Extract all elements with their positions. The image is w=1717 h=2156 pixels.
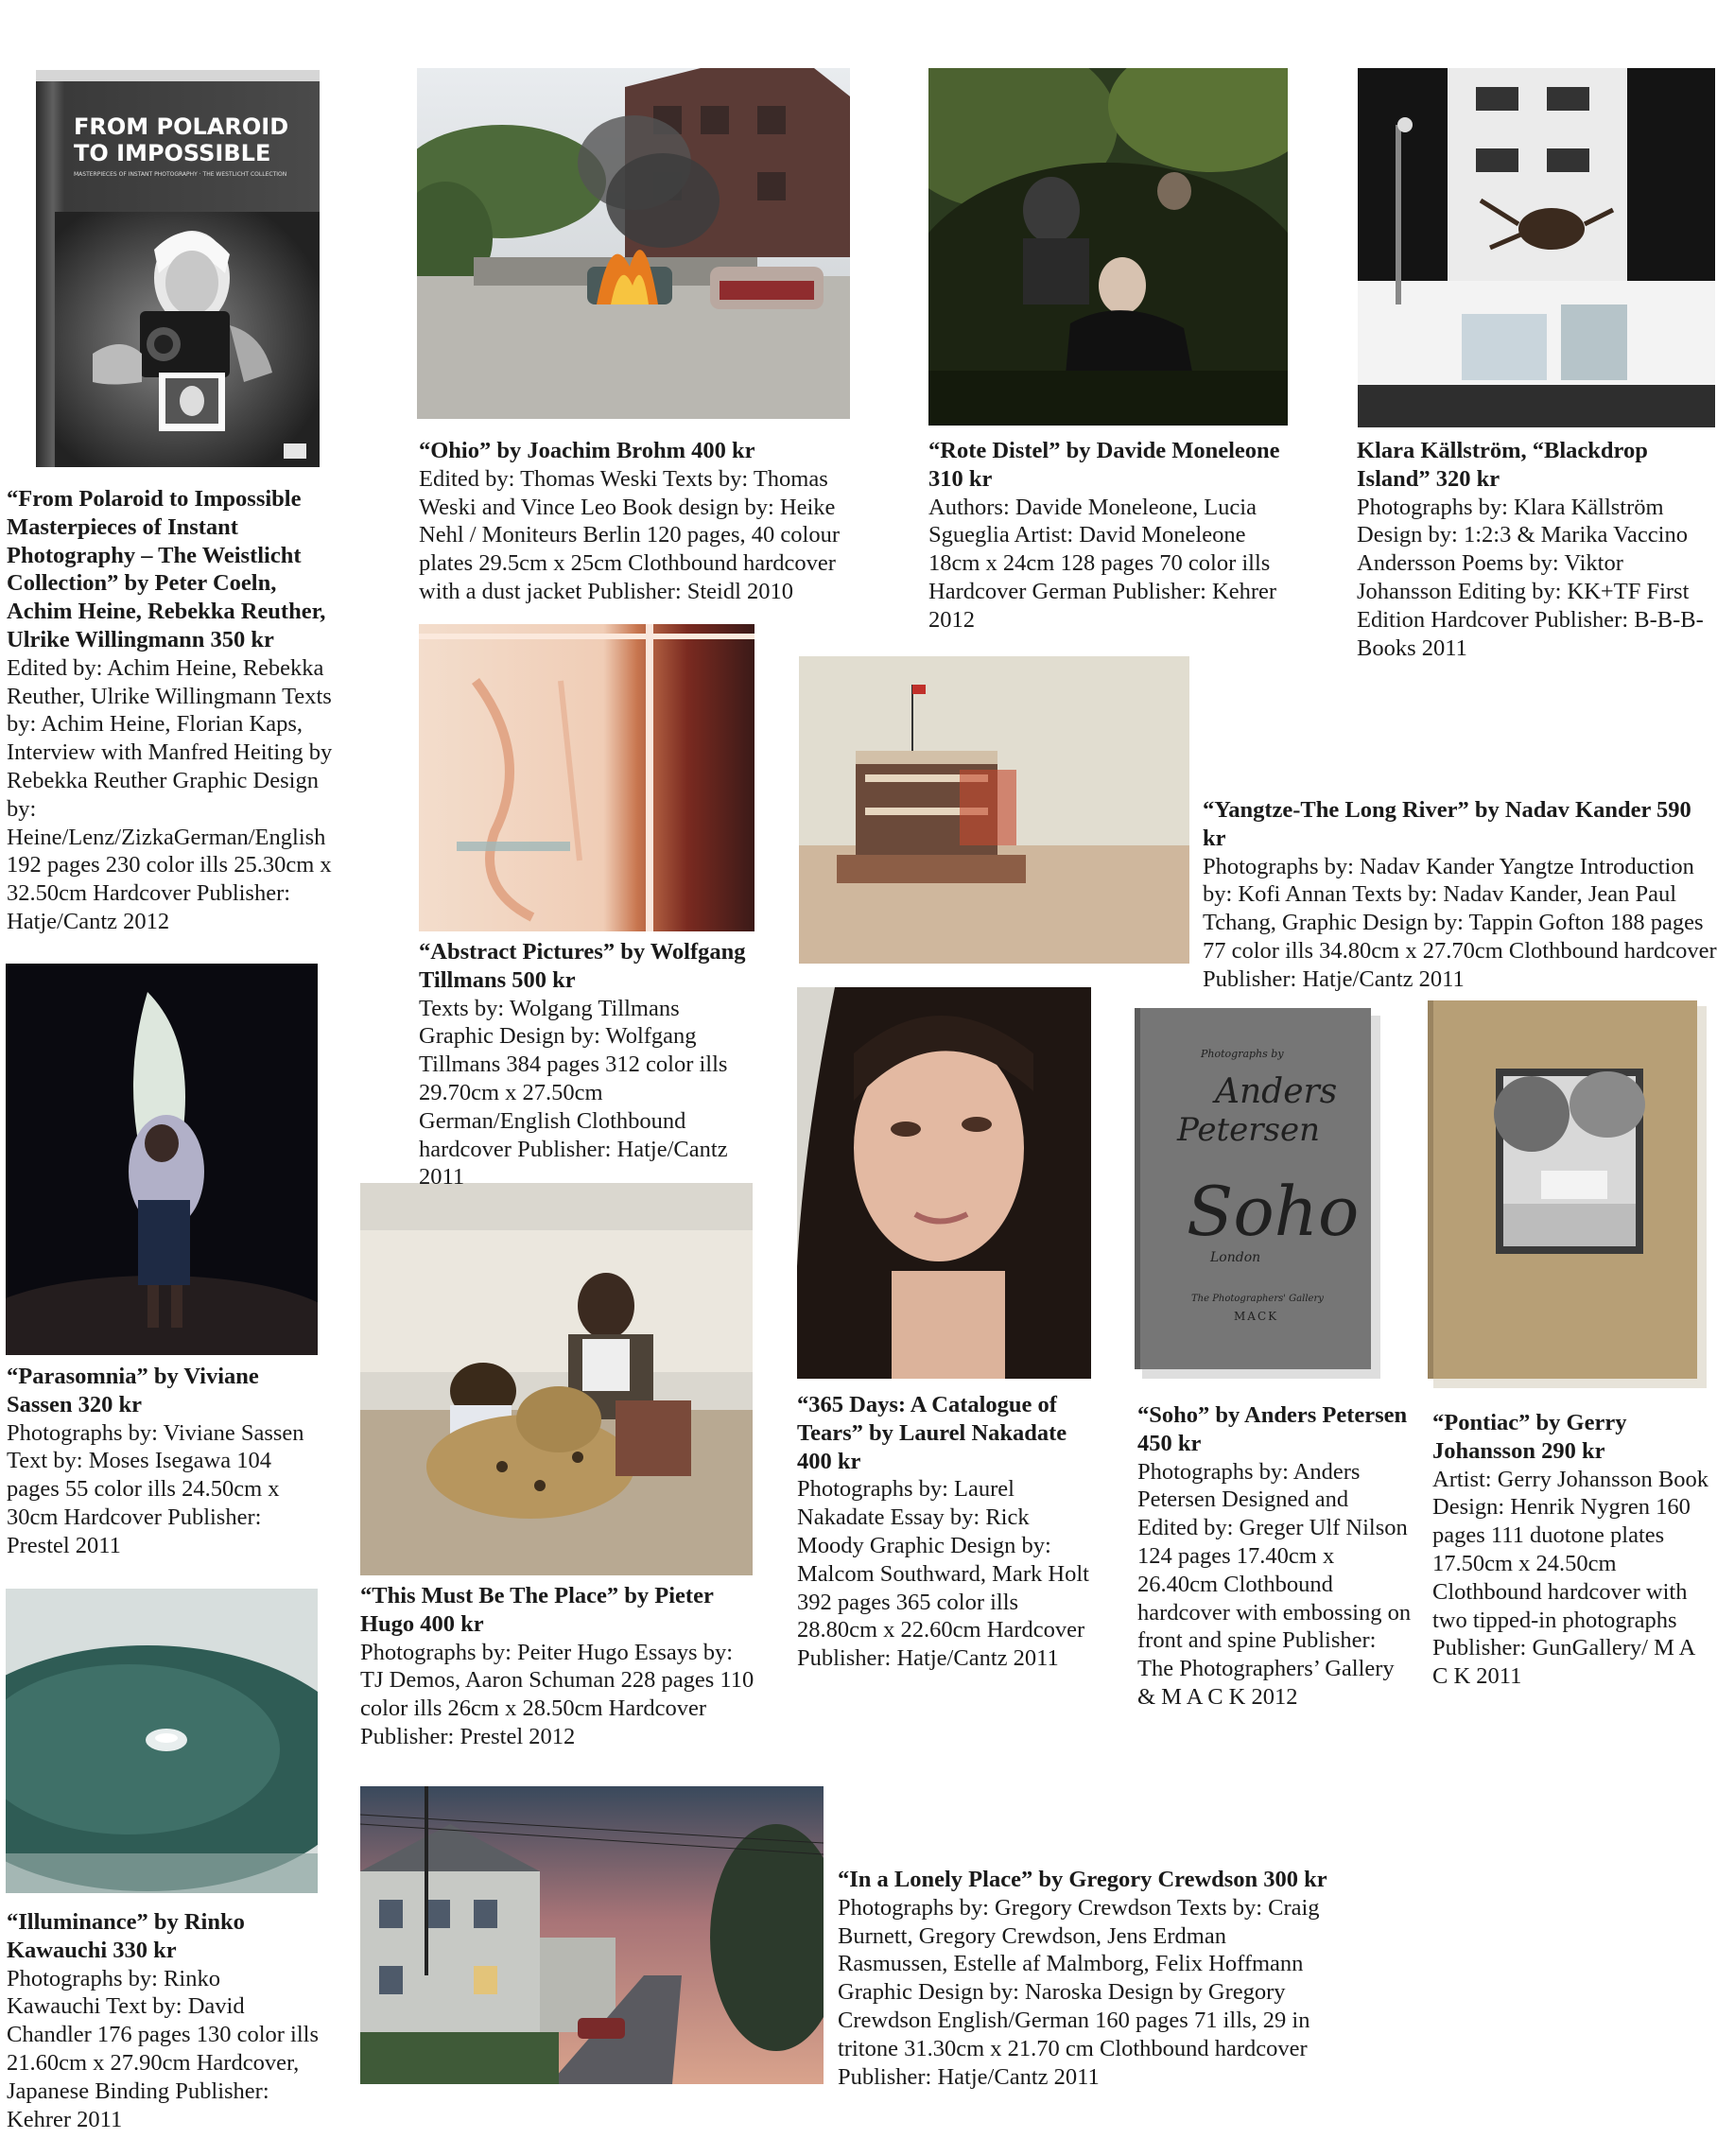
book-cover-polaroid xyxy=(36,70,320,475)
soho-cover-top: Photographs by xyxy=(1201,1048,1284,1060)
book-title: “Parasomnia” by Viviane Sassen 320 kr xyxy=(7,1364,259,1417)
caption-illuminance xyxy=(7,1908,319,2133)
cover-title-line: FROM POLAROID xyxy=(74,113,289,140)
book-photo-365-days xyxy=(797,987,1091,1379)
book-photo-yangtze xyxy=(799,656,1189,964)
book-details: Photographs by: Peiter Hugo Essays by: TJ Demos, Aaron Schuman 228 pages 110 color ills 26cm x 28.50cm Hardcover Publisher: Prestel 2012 xyxy=(360,1639,754,1749)
caption-rote-distel xyxy=(928,437,1288,635)
soho-cover-name: Anders xyxy=(1215,1072,1338,1111)
caption-blackdrop xyxy=(1357,437,1717,662)
book-photo-ohio xyxy=(417,68,850,419)
caption-ohio xyxy=(419,437,854,606)
book-title: “Yangtze-The Long River” by Nadav Kander 590 kr xyxy=(1203,797,1691,851)
caption-soho xyxy=(1137,1401,1412,1712)
book-cover-pontiac xyxy=(1428,1000,1707,1388)
book-details: Artist: Gerry Johansson Book Design: Henrik Nygren 160 pages 111 duotone plates 17.50cm x 24.50cm Clothbound hardcover with two tipped-in photographs Publisher: GunGallery/ M A C K 2011 xyxy=(1432,1466,1708,1690)
cover-subtitle: MASTERPIECES OF INSTANT PHOTOGRAPHY · THE WESTLICHT COLLECTION xyxy=(74,171,287,178)
book-title: “Ohio” by Joachim Brohm 400 kr xyxy=(419,438,755,463)
book-photo-lonely-place xyxy=(360,1786,824,2084)
book-title: “Rote Distel” by Davide Moneleone 310 kr xyxy=(928,438,1280,492)
book-title: “Abstract Pictures” by Wolfgang Tillmans 500 kr xyxy=(419,939,746,993)
caption-365-days xyxy=(797,1391,1100,1673)
book-photo-abstract xyxy=(419,624,754,931)
book-photo-parasomnia xyxy=(6,964,318,1355)
book-details: Photographs by: Laurel Nakadate Essay by: Rick Moody Graphic Design by: Malcom Southward, Mark Holt 392 pages 365 color ills 28.80cm x 22.60cm Hardcover Publisher: Hatje/Cantz 2011 xyxy=(797,1476,1089,1672)
book-title: “365 Days: A Catalogue of Tears” by Laurel Nakadate 400 kr xyxy=(797,1392,1067,1474)
soho-cover-pub: MACK xyxy=(1234,1310,1279,1323)
book-details: Photographs by: Viviane Sassen Text by: Moses Isegawa 104 pages 55 color ills 24.50cm x 30cm Hardcover Publisher: Prestel 2011 xyxy=(7,1419,304,1558)
caption-yangtze xyxy=(1203,796,1717,994)
book-title: “In a Lonely Place” by Gregory Crewdson 300 kr xyxy=(838,1867,1327,1892)
book-title: Klara Källström, “Blackdrop Island” 320 kr xyxy=(1357,438,1648,492)
caption-abstract xyxy=(419,938,754,1191)
book-title: “Illuminance” by Rinko Kawauchi 330 kr xyxy=(7,1909,245,1963)
caption-lonely-place xyxy=(838,1866,1329,2091)
caption-this-must-be xyxy=(360,1582,757,1751)
cover-title-line: TO IMPOSSIBLE xyxy=(74,140,271,166)
book-details: Edited by: Achim Heine, Rebekka Reuther, Ulrike Willingmann Texts by: Achim Heine, Florian Kaps, Interview with Manfred Heiting by Rebekka Reuther Graphic Design by: Heine/Lenz/ZizkaGerman/English 192 pages 230 color ills 25.30cm x 32.50cm Hardcover Publisher: Hatje/Cantz 2012 xyxy=(7,654,333,934)
book-details: Edited by: Thomas Weski Texts by: Thomas Weski and Vince Leo Book design by: Heike Nehl / Moniteurs Berlin 120 pages, 40 colour plates 29.5cm x 25cm Clothbound hardcover with a dust jacket Publisher: Steidl 2010 xyxy=(419,465,841,604)
book-details: Authors: Davide Moneleone, Lucia Sgueglia Artist: David Moneleone 18cm x 24cm 128 pages 70 color ills Hardcover German Publisher: Kehrer 2012 xyxy=(928,494,1277,633)
book-photo-illuminance xyxy=(6,1589,318,1893)
book-cover-soho xyxy=(1135,1008,1380,1379)
book-details: Photographs by: Gregory Crewdson Texts by: Craig Burnett, Gregory Crewdson, Jens Erdman Rasmussen, Estelle af Malmborg, Felix Hoffmann Graphic Design by: Naroska Design by Gregory Crewdson English/German 160 pages 71 ills, 29 in tritone 31.30cm x 21.70 cm Clothbound hardcover Publisher: Hatje/Cantz 2011 xyxy=(838,1894,1320,2090)
book-photo-blackdrop xyxy=(1358,68,1715,427)
soho-cover-city: London xyxy=(1210,1250,1261,1265)
book-title: “This Must Be The Place” by Pieter Hugo 400 kr xyxy=(360,1583,714,1637)
book-title: “Pontiac” by Gerry Johansson 290 kr xyxy=(1432,1410,1627,1464)
book-details: Photographs by: Klara Källström Design by: 1:2:3 & Marika Vaccino Andersson Poems by: Viktor Johansson Editing by: KK+TF First Edition Hardcover Publisher: B-B-B-Books 2011 xyxy=(1357,494,1704,661)
soho-cover-footer: The Photographers' Gallery xyxy=(1191,1294,1324,1304)
soho-cover-title: Soho xyxy=(1187,1172,1360,1251)
book-title: “From Polaroid to Impossible Masterpieces of Instant Photography – The Weistlicht Collection” by Peter Coeln, Achim Heine, Rebekka Reuther, Ulrike Willingmann 350 kr xyxy=(7,486,326,652)
book-details: Photographs by: Nadav Kander Yangtze Introduction by: Kofi Annan Texts by: Nadav Kander, Jean Paul Tchang, Graphic Design by: Tappin Gofton 188 pages 77 color ills 34.80cm x 27.70cm Clothbound hardcover Publisher: Hatje/Cantz 2011 xyxy=(1203,853,1717,992)
book-photo-rote-distel xyxy=(928,68,1288,426)
book-title: “Soho” by Anders Petersen 450 kr xyxy=(1137,1402,1408,1456)
book-details: Photographs by: Anders Petersen Designed and Edited by: Greger Ulf Nilson 124 pages 17.40cm x 26.40cm Clothbound hardcover with embossing on front and spine Publisher: The Photographers’ Gallery & M A C K 2012 xyxy=(1137,1458,1412,1710)
book-details: Texts by: Wolgang Tillmans Graphic Design by: Wolfgang Tillmans 384 pages 312 color ills 29.70cm x 27.50cm German/English Clothbound hardcover Publisher: Hatje/Cantz 2011 xyxy=(419,995,728,1191)
book-details: Photographs by: Rinko Kawauchi Text by: David Chandler 176 pages 130 color ills 21.60cm x 27.90cm Hardcover, Japanese Binding Publisher: Kehrer 2011 xyxy=(7,1965,320,2132)
caption-pontiac xyxy=(1432,1409,1714,1691)
caption-polaroid xyxy=(7,485,333,936)
soho-cover-name: Petersen xyxy=(1177,1111,1320,1149)
caption-parasomnia xyxy=(7,1363,319,1560)
book-photo-this-must-be xyxy=(360,1183,753,1575)
